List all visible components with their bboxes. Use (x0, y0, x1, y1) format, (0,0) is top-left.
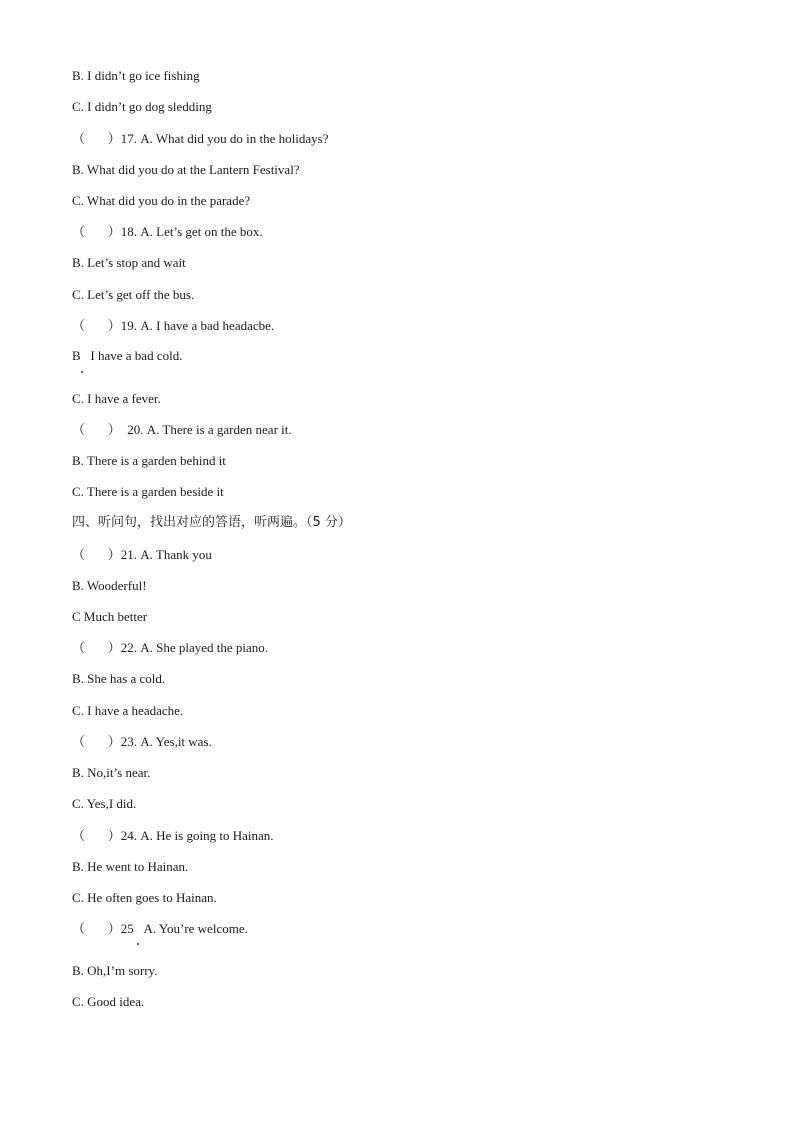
question-19: （ ）19. A. I have a bad headacbe. (72, 318, 275, 333)
option-line: B. He went to Hainan. (72, 859, 189, 874)
option-line: C. Good idea. (72, 994, 145, 1009)
question-24: （ ）24. A. He is going to Hainan. (72, 828, 274, 843)
option-line: B. No,it’s near. (72, 765, 151, 780)
option-line: B. There is a garden behind it (72, 453, 226, 468)
option-line: B. Wooderful! (72, 578, 147, 593)
question-21: （ ）21. A. Thank you (72, 547, 212, 562)
option-line: C. I didn’t go dog sledding (72, 99, 212, 114)
question-18: （ ）18. A. Let’s get on the box. (72, 224, 263, 239)
option-line: C. What did you do in the parade? (72, 193, 251, 208)
stray-dot (137, 943, 139, 945)
question-17: （ ）17. A. What did you do in the holidays? (72, 131, 329, 146)
option-line: C. Let’s get off the bus. (72, 287, 195, 302)
option-line: C. Yes,I did. (72, 796, 137, 811)
option-line: B. I didn’t go ice fishing (72, 68, 200, 83)
option-line: C. I have a headache. (72, 703, 184, 718)
question-23: （ ）23. A. Yes,it was. (72, 734, 212, 749)
option-line: C. There is a garden beside it (72, 484, 224, 499)
option-line: C. I have a fever. (72, 391, 161, 406)
option-line: B. Let’s stop and wait (72, 255, 186, 270)
option-line: B. Oh,I’m sorry. (72, 963, 158, 978)
question-20: （ ） 20. A. There is a garden near it. (72, 422, 292, 437)
option-line: B. What did you do at the Lantern Festival? (72, 162, 300, 177)
option-line: C Much better (72, 609, 148, 624)
section-heading: 四、听问句，找出对应的答语，听两遍。（5 分） (72, 515, 351, 530)
option-line: C. He often goes to Hainan. (72, 890, 217, 905)
question-25: （ ）25 A. You’re welcome. (72, 921, 248, 936)
question-22: （ ）22. A. She played the piano. (72, 640, 269, 655)
option-line: B I have a bad cold. (72, 348, 183, 363)
stray-dot (81, 371, 83, 373)
option-line: B. She has a cold. (72, 671, 166, 686)
